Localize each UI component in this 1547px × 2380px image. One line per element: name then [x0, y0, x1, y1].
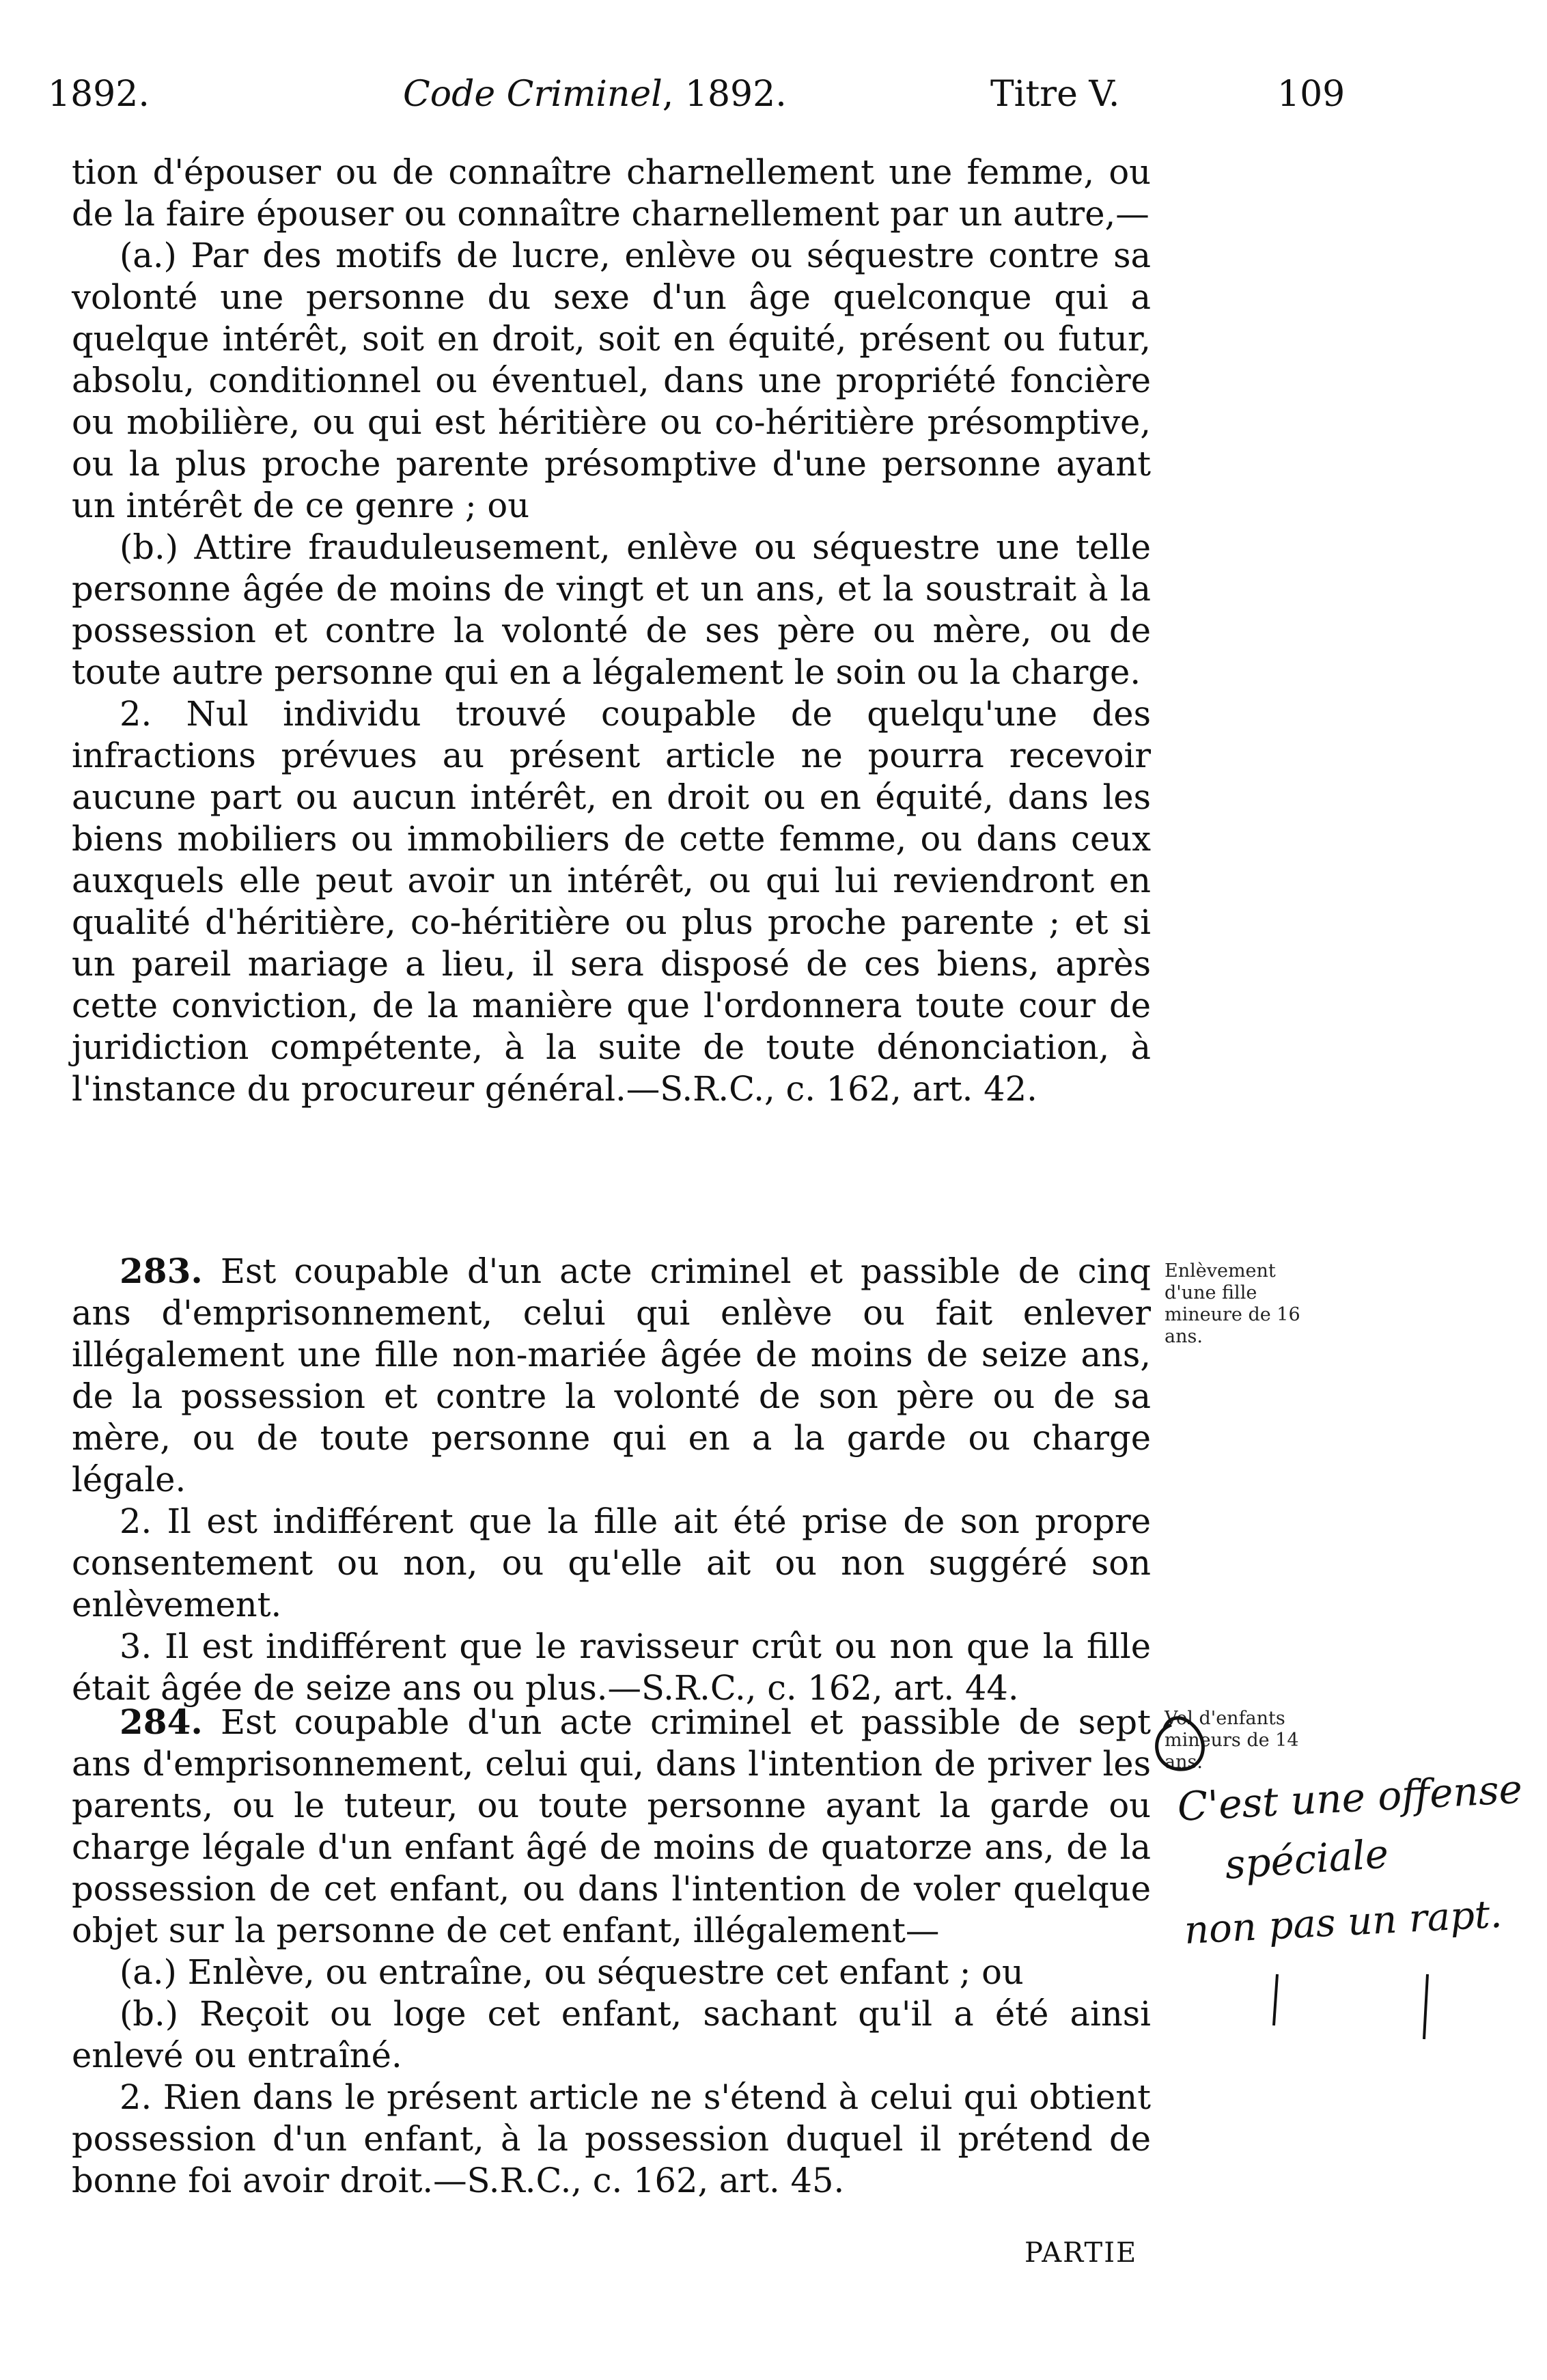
- section-283: [72, 1250, 1151, 1709]
- handwritten-annotation-drawing: [1158, 1739, 1540, 2121]
- section-284-item-a: (a.) Enlève, ou entraîne, ou séquestre cet enfant ; ou: [120, 1952, 1024, 1992]
- running-header: [48, 74, 1346, 128]
- handwritten-line-3: non pas un rapt.: [1183, 1892, 1503, 1953]
- handwritten-annotation: [1158, 1739, 1540, 2121]
- margin-note-283: Enlèvement d'une fille mineure de 16 ans.: [1165, 1260, 1300, 1347]
- margin-note-284: Vol d'enfants mineurs de 14 ans.: [1165, 1708, 1299, 1773]
- section-284-text: Est coupable d'un acte criminel et passible de sept ans d'emprisonnement, celui qui, dans l'intention de priver les parents, ou le tuteur, ou toute personne ayant la garde ou charge légale d'un enfant âgé de moins de quatorze ans, de la possession de cet enfant, ou dans l'intention de voler quelque objet sur la personne de cet enfant, illégalement—: [72, 1702, 1151, 1950]
- section-283-lead: [72, 1250, 1151, 1501]
- continuation-para-2: 2. Nul individu trouvé coupable de quelqu'une des infractions prévues au présent article ne pourra recevoir aucune part ou aucun intérêt, en droit ou en équité, dans les biens mobiliers ou immobiliers de cette femme, ou dans ceux auxquels elle peut avoir un intérêt, ou qui lui reviendront en qualité d'héritière, co-héritière ou plus proche parente ; et si un pareil mariage a lieu, il sera disposé de ces biens, après cette conviction, de la manière que l'ordonnera toute cour de juridiction compétente, à la suite de toute dénonciation, à l'instance du procureur général.—S.R.C., c. 162, art. 42.: [72, 694, 1151, 1109]
- catchword: PARTIE: [1025, 2237, 1138, 2269]
- section-283-para-3: 3. Il est indifférent que le ravisseur crût ou non que la fille était âgée de seize ans ou plus.—S.R.C., c. 162, art. 44.: [72, 1627, 1151, 1708]
- page-number: 109: [1277, 74, 1346, 115]
- header-title: [403, 74, 787, 115]
- section-283-text: Est coupable d'un acte criminel et passible de cinq ans d'emprisonnement, celui qui enlève ou fait enlever illégalement une fille non-mariée âgée de moins de seize ans, de la possession et contre la volonté de son père ou de sa mère, ou de toute personne qui en a la garde ou charge légale.: [72, 1251, 1151, 1499]
- handwritten-stroke-2: [1424, 1974, 1427, 2039]
- continuation-opening: tion d'épouser ou de connaître charnellement une femme, ou de la faire épouser ou connaître charnellement par un autre,—: [72, 152, 1151, 234]
- section-284-lead: [72, 1701, 1151, 1952]
- section-284: [72, 1701, 1151, 2202]
- header-title-rest: , 1892.: [662, 74, 787, 115]
- handwritten-stroke-1: [1274, 1974, 1277, 2025]
- header-title-italic: Code Criminel: [403, 74, 663, 115]
- header-year: 1892.: [48, 74, 150, 115]
- handwritten-line-2: spéciale: [1223, 1830, 1391, 1888]
- continuation-section: [72, 152, 1151, 1110]
- header-titre: Titre V.: [990, 74, 1120, 115]
- section-283-number: 283.: [120, 1251, 203, 1291]
- section-283-para-2: 2. Il est indifférent que la fille ait été prise de son propre consentement ou non, ou qu'elle ait ou non suggéré son enlèvement.: [72, 1502, 1151, 1624]
- continuation-item-a: (a.) Par des motifs de lucre, enlève ou séquestre contre sa volonté une personne du sexe d'un âge quelconque qui a quelque intérêt, soit en droit, soit en équité, présent ou futur, absolu, conditionnel ou éventuel, dans une propriété foncière ou mobilière, ou qui est héritière ou co-héritière présomptive, ou la plus proche parente présomptive d'une personne ayant un intérêt de ce genre ; ou: [72, 236, 1151, 525]
- continuation-item-b: (b.) Attire frauduleusement, enlève ou séquestre une telle personne âgée de moins de vingt et un ans, et la soustrait à la possession et contre la volonté de ses père ou mère, ou de toute autre personne qui en a légalement le soin ou la charge.: [72, 527, 1151, 692]
- section-284-item-b: (b.) Reçoit ou loge cet enfant, sachant qu'il a été ainsi enlevé ou entraîné.: [72, 1994, 1151, 2075]
- section-284-number: 284.: [120, 1702, 203, 1742]
- section-284-para-2: 2. Rien dans le présent article ne s'étend à celui qui obtient possession d'un enfant, à la possession duquel il prétend de bonne foi avoir droit.—S.R.C., c. 162, art. 45.: [72, 2077, 1151, 2200]
- handwritten-line-1: C'est une offense: [1176, 1765, 1524, 1830]
